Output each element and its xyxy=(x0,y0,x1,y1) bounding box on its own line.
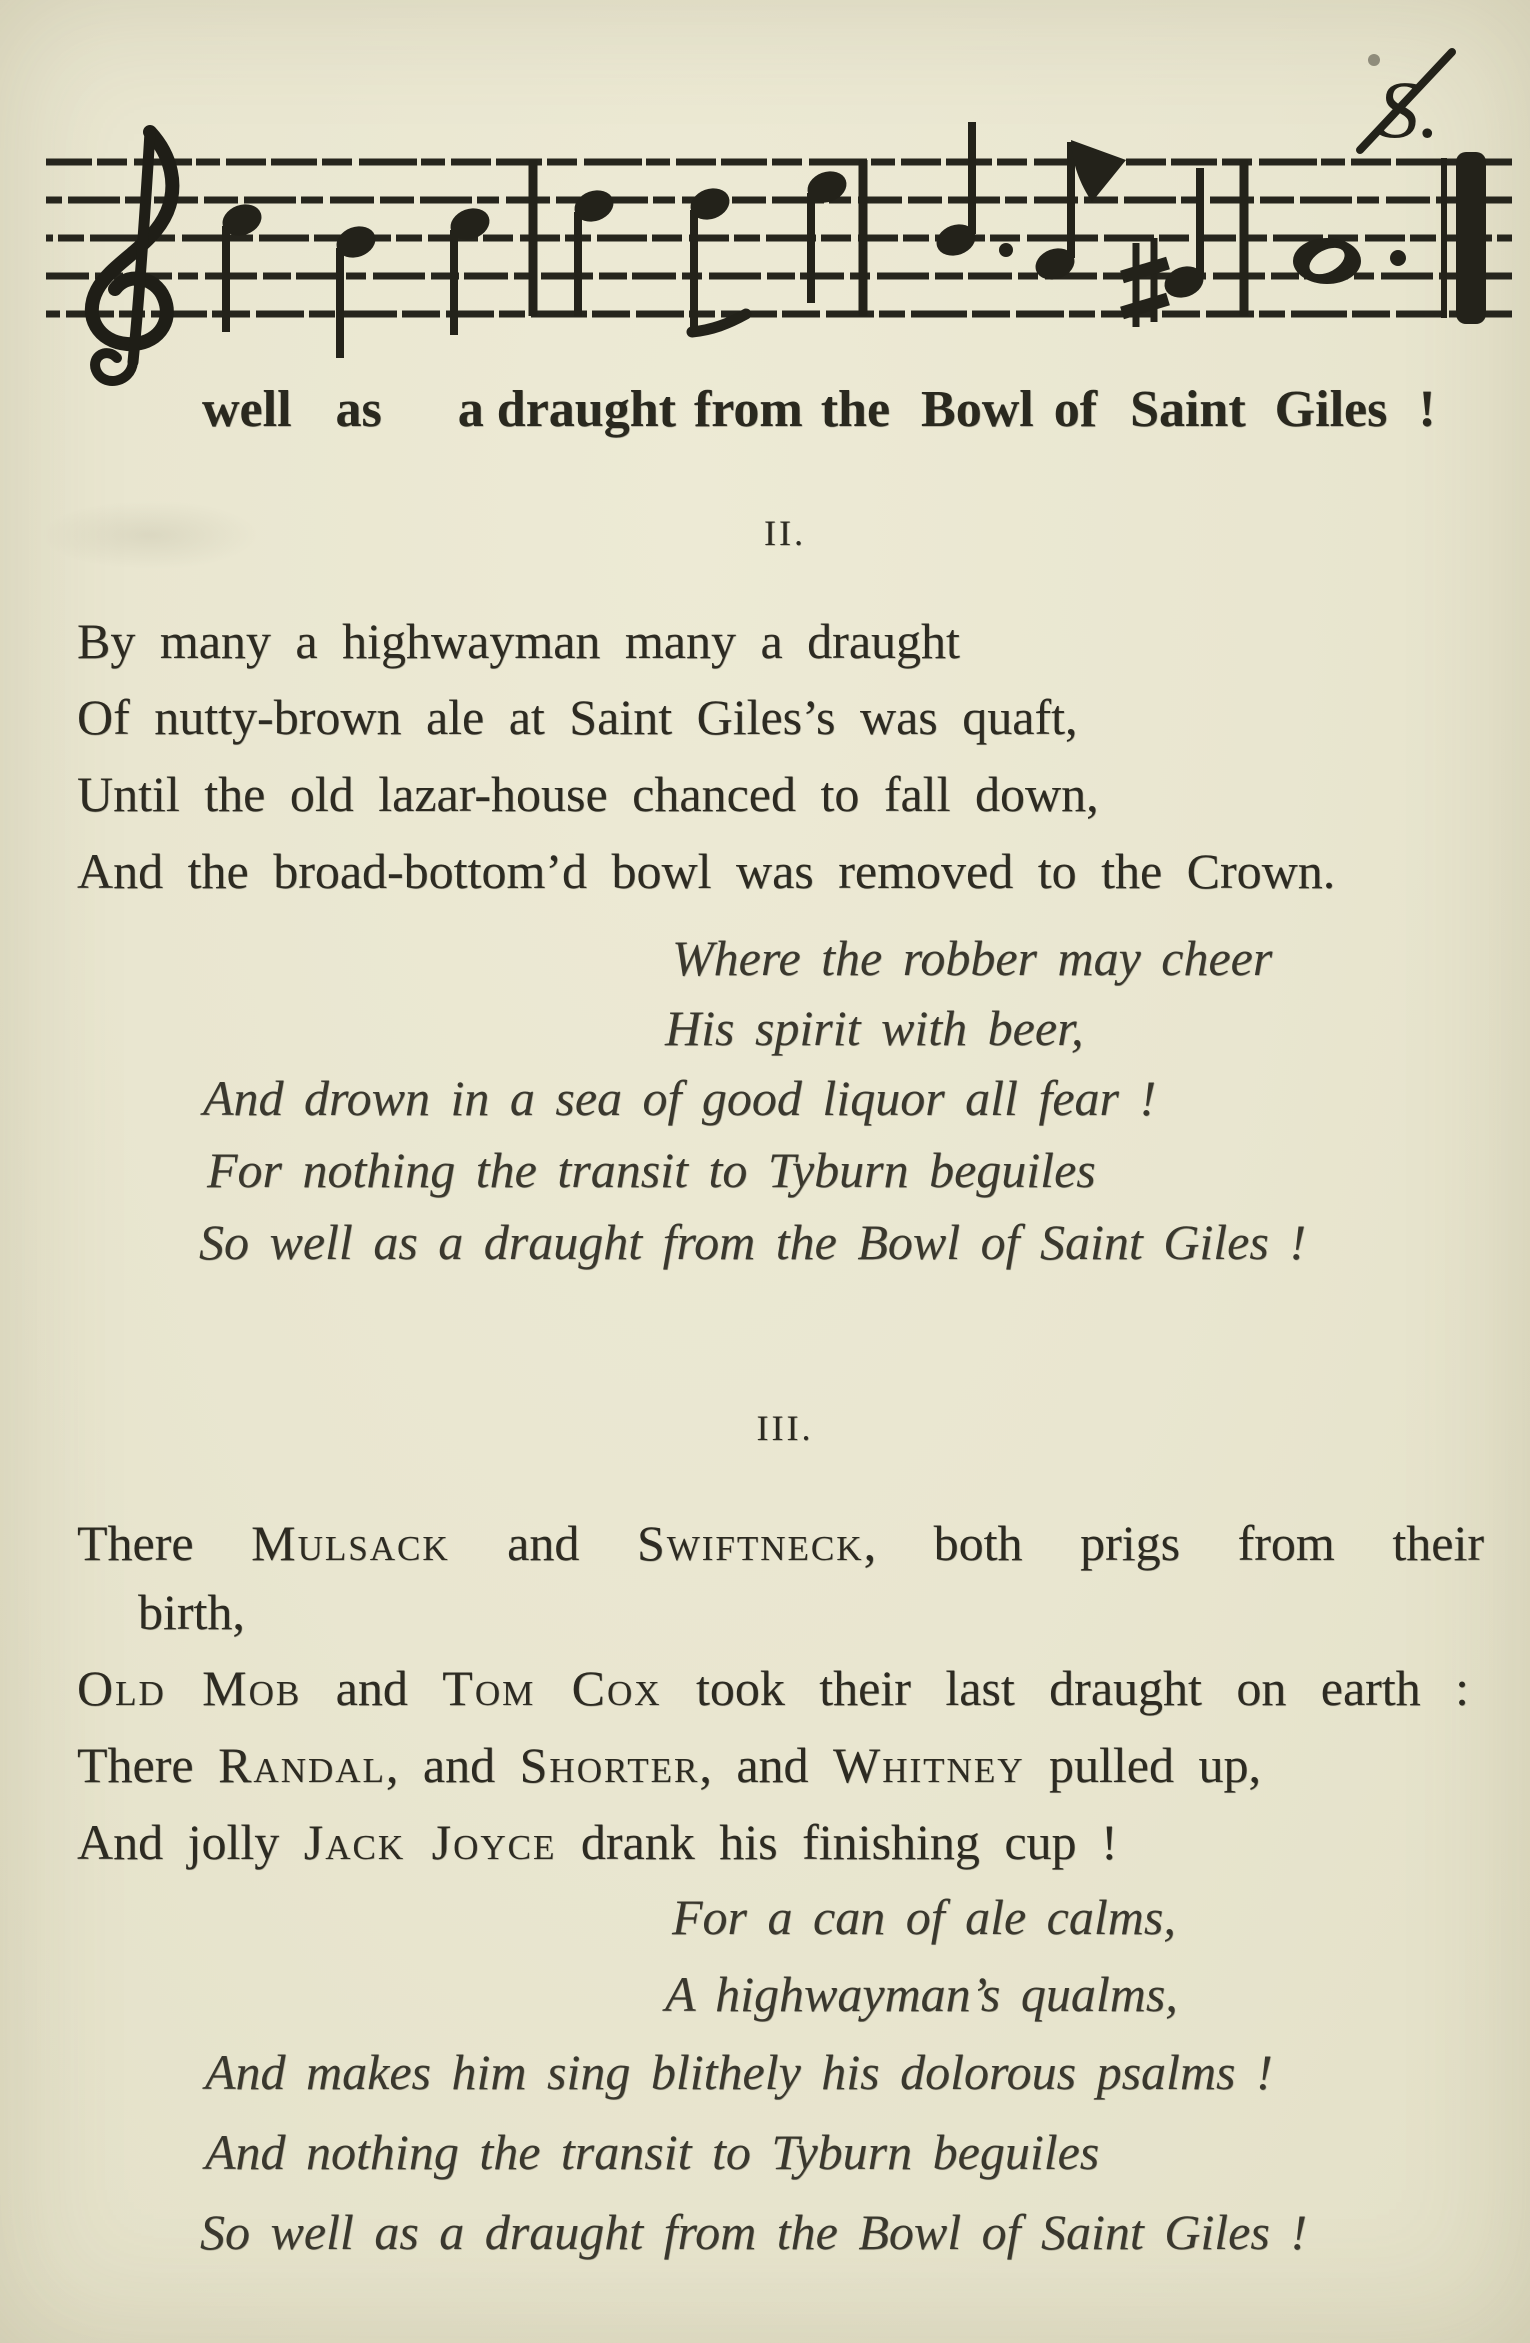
verse-line: And the broad-bottom’d bowl was removed to the Crown. xyxy=(77,843,1336,899)
verse-text: took their last draught on earth : xyxy=(661,1660,1469,1716)
verse-text: and xyxy=(301,1660,443,1716)
quarter-note xyxy=(570,185,618,316)
verse-line xyxy=(77,1814,1118,1870)
refrain-line: So well as a draught from the Bowl of Saint Giles ! xyxy=(200,2204,1307,2260)
refrain-line: So well as a draught from the Bowl of Saint Giles ! xyxy=(199,1214,1306,1270)
verse-line xyxy=(77,1660,1469,1716)
final-barline-thick xyxy=(1456,152,1486,324)
refrain-line: And nothing the transit to Tyburn beguiles xyxy=(205,2124,1100,2180)
highwayman-name: Shorter xyxy=(519,1737,700,1793)
lyric-word: ! xyxy=(1418,381,1436,438)
segno-label: S. xyxy=(1378,64,1440,155)
verse-text: , both prigs from their xyxy=(863,1515,1484,1571)
lyric-line xyxy=(202,381,1436,438)
refrain-line: For a can of ale calms, xyxy=(672,1889,1176,1945)
verse-text: There xyxy=(77,1737,219,1793)
verse-line xyxy=(77,1515,1484,1571)
refrain-line: For nothing the transit to Tyburn beguiles xyxy=(207,1142,1096,1198)
refrain-line: A highwayman’s qualms, xyxy=(665,1966,1178,2022)
highwayman-name: Mulsack xyxy=(251,1515,450,1571)
lyric-word: as xyxy=(335,381,382,438)
verse-text: There xyxy=(77,1515,252,1571)
verse-text: pulled up, xyxy=(1024,1737,1261,1793)
lyric-word: from xyxy=(693,381,803,438)
verse-text: and xyxy=(449,1515,637,1571)
highwayman-name: Swiftneck xyxy=(636,1515,864,1571)
segno-icon xyxy=(1360,52,1452,155)
verse-line: Of nutty-brown ale at Saint Giles’s was quaft, xyxy=(77,689,1078,745)
refrain-line: And makes him sing blithely his dolorous psalms ! xyxy=(205,2044,1273,2100)
verse-text: , and xyxy=(699,1737,834,1793)
verse-text: drank his finishing cup ! xyxy=(556,1814,1118,1870)
staff-lines xyxy=(46,162,1512,314)
lyric-word: a xyxy=(457,381,484,438)
augmentation-dot xyxy=(999,243,1013,257)
lyric-word: well xyxy=(202,381,292,438)
verse-text: And jolly xyxy=(77,1814,304,1870)
lyric-word: Giles xyxy=(1274,381,1388,438)
verse-text: , and xyxy=(385,1737,520,1793)
verse-iii-heading: III. xyxy=(756,1408,814,1448)
highwayman-name: Old Mob xyxy=(77,1660,302,1716)
refrain-line: Where the robber may cheer xyxy=(672,930,1273,986)
lyric-word: Bowl xyxy=(921,381,1034,438)
eighth-note xyxy=(686,183,746,332)
lyric-word: the xyxy=(820,381,891,438)
augmentation-dot xyxy=(1390,250,1406,266)
highwayman-name: Randal xyxy=(218,1737,386,1793)
lyric-word: Saint xyxy=(1130,381,1246,438)
verse-line: birth, xyxy=(138,1584,245,1640)
treble-clef-icon xyxy=(92,132,173,381)
verse-line: By many a highwayman many a draught xyxy=(77,613,960,669)
eighth-flag-icon xyxy=(1071,140,1126,202)
lyric-word: draught xyxy=(496,381,676,438)
quarter-note xyxy=(332,221,380,358)
verse-line xyxy=(77,1737,1261,1793)
highwayman-name: Whitney xyxy=(833,1737,1025,1793)
highwayman-name: Tom Cox xyxy=(442,1660,662,1716)
lyric-word: of xyxy=(1053,381,1098,438)
highwayman-name: Jack Joyce xyxy=(303,1814,557,1870)
verse-ii-heading: II. xyxy=(764,513,806,553)
verse-line: Until the old lazar-house chanced to fall down, xyxy=(77,766,1099,822)
refrain-line: His spirit with beer, xyxy=(665,1000,1084,1056)
refrain-line: And drown in a sea of good liquor all fear ! xyxy=(203,1070,1157,1126)
